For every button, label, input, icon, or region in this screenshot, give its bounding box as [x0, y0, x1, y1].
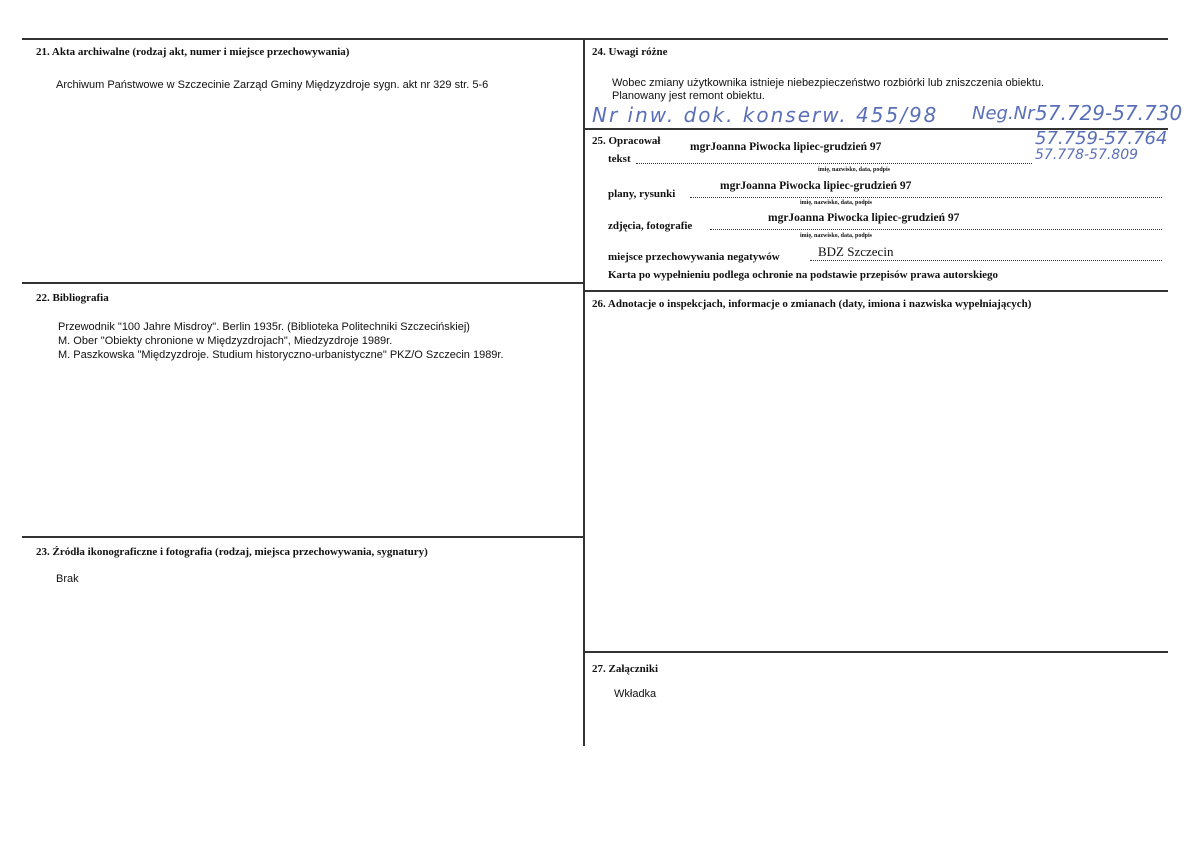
handwritten-neg-number: 57.729-57.730: [1035, 101, 1183, 125]
section-27-title: 27. Załączniki: [592, 663, 659, 675]
bibliography-line: M. Paszkowska "Międzyzdroje. Studium historyczno-urbanistyczne" PKZ/O Szczecin 1989r.: [58, 349, 504, 361]
miejsce-label: miejsce przechowywania negatywów: [608, 251, 780, 263]
handwritten-neg-number: 57.778-57.809: [1035, 147, 1139, 163]
miejsce-dotted-line: [810, 260, 1162, 261]
zdjecia-label: zdjęcia, fotografie: [608, 220, 693, 232]
bibliography-line: M. Ober "Obiekty chronione w Międzyzdrojach", Miedzyzdroje 1989r.: [58, 335, 393, 347]
remarks-line: Planowany jest remont obiektu.: [612, 90, 765, 102]
section-21-title: 21. Akta archiwalne (rodzaj akt, numer i miejsce przechowywania): [36, 46, 350, 58]
plany-caption: imię, nazwisko, data, podpis: [800, 200, 873, 206]
plany-value: mgrJoanna Piwocka lipiec-grudzień 97: [720, 180, 912, 192]
rule-21-22: [22, 282, 584, 284]
section-25-title: 25. Opracował: [592, 135, 661, 147]
rule-22-23: [22, 536, 584, 538]
rule-25-26: [583, 290, 1168, 292]
section-21-text: Archiwum Państwowe w Szczecinie Zarząd Gminy Międzyzdroje sygn. akt nr 329 str. 5-6: [56, 79, 489, 91]
zdjecia-caption: imię, nazwisko, data, podpis: [800, 233, 873, 239]
tekst-dotted-line: [636, 163, 1032, 164]
tekst-value: mgrJoanna Piwocka lipiec-grudzień 97: [690, 141, 882, 153]
handwritten-inventory-note: Nr inw. dok. konserw. 455/98: [592, 103, 939, 127]
handwritten-neg-label: Neg.Nr: [972, 103, 1035, 124]
section-26-title: 26. Adnotacje o inspekcjach, informacje o zmianach (daty, imiona i nazwiska wypełniających): [592, 298, 1032, 310]
plany-dotted-line: [690, 197, 1162, 198]
miejsce-value: BDZ Szczecin: [818, 244, 894, 259]
top-rule: [22, 38, 1168, 40]
zdjecia-dotted-line: [710, 229, 1162, 230]
tekst-caption: imię, nazwisko, data, podpis: [818, 167, 891, 173]
remarks-line: Wobec zmiany użytkownika istnieje niebezpieczeństwo rozbiórki lub zniszczenia obiektu.: [612, 77, 1045, 89]
plany-label: plany, rysunki: [608, 188, 676, 200]
copyright-notice: Karta po wypełnieniu podlega ochronie na podstawie przepisów prawa autorskiego: [608, 269, 999, 281]
bibliography-line: Przewodnik "100 Jahre Misdroy". Berlin 1935r. (Biblioteka Politechniki Szczecińskiej): [58, 321, 470, 333]
tekst-label: tekst: [608, 153, 631, 165]
section-22-title: 22. Bibliografia: [36, 292, 109, 304]
rule-26-27: [583, 651, 1168, 653]
section-27-text: Wkładka: [614, 688, 657, 700]
handwritten-neg-number: 57.759-57.764: [1035, 128, 1168, 149]
center-divider: [583, 38, 585, 746]
zdjecia-value: mgrJoanna Piwocka lipiec-grudzień 97: [768, 212, 960, 224]
section-23-title: 23. Źródła ikonograficzne i fotografia (rodzaj, miejsca przechowywania, sygnatury): [36, 546, 428, 558]
section-24-title: 24. Uwagi różne: [592, 46, 668, 58]
section-23-text: Brak: [56, 573, 79, 585]
